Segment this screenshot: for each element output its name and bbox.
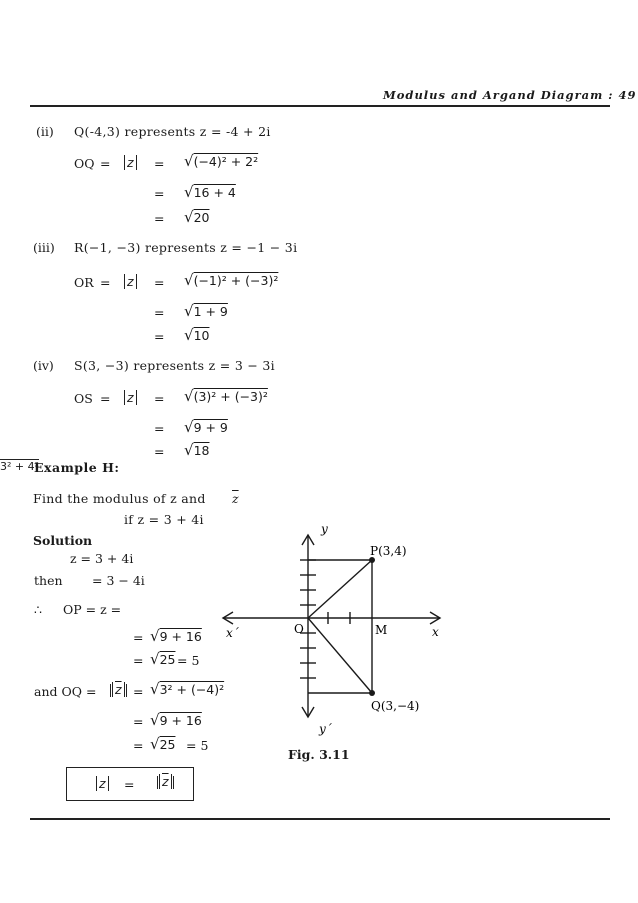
footer-rule: [30, 818, 610, 820]
op-line: OP = z =: [63, 602, 122, 617]
argand-diagram: [220, 520, 450, 745]
radicand: 20: [193, 210, 210, 225]
figure-caption: Fig. 3.11: [288, 747, 350, 762]
example-question: Find the modulus of z and: [33, 491, 206, 506]
label-p: P(3,4): [370, 544, 407, 558]
sqrt-icon: √: [184, 441, 194, 459]
eq-sign: =: [154, 421, 165, 436]
eq-sign: =: [154, 329, 165, 344]
eq-sign: =: [133, 653, 144, 668]
therefore-symbol: ∴: [34, 602, 42, 617]
result-five: = 5: [186, 738, 209, 753]
example-title: Example H:: [34, 460, 120, 475]
label-y: y: [321, 522, 328, 536]
sqrt-icon: √: [184, 208, 194, 226]
part-iii-statement: R(−1, −3) represents z = −1 − 3i: [74, 240, 298, 255]
stray-expression: 3² + 4²: [0, 460, 40, 473]
sqrt-icon: √: [150, 627, 160, 645]
eq-sign: =: [154, 186, 165, 201]
z-conjugate: $\overline{z}$: [232, 491, 239, 506]
eq-sign: =: [100, 391, 111, 406]
eq-sign: =: [133, 684, 144, 699]
radicand: (3)² + (−3)²: [193, 389, 268, 404]
part-iv-label: (iv): [33, 358, 54, 373]
label-x-prime: x´: [226, 626, 239, 640]
sqrt-icon: √: [184, 418, 194, 436]
then-label: then: [34, 573, 63, 588]
label-x: x: [432, 625, 439, 639]
radicand: 9 + 9: [193, 420, 228, 435]
modulus-z: z: [124, 390, 137, 405]
radicand: 3² + (−4)²: [159, 682, 225, 697]
running-header: Modulus and Argand Diagram : 49: [383, 88, 637, 102]
eq-sign: =: [133, 630, 144, 645]
part-ii-oq: OQ: [74, 156, 95, 171]
radicand: 9 + 16: [159, 629, 202, 644]
part-iii-label: (iii): [33, 240, 55, 255]
eq-sign: =: [154, 211, 165, 226]
radicand: (−1)² + (−3)²: [193, 273, 279, 288]
eq-sign: =: [154, 305, 165, 320]
sqrt-icon: √: [184, 326, 194, 344]
part-iv-os: OS: [74, 391, 93, 406]
label-m: M: [375, 623, 388, 637]
sqrt-icon: √: [184, 387, 194, 405]
sqrt-icon: √: [184, 183, 194, 201]
part-ii-label: (ii): [36, 124, 54, 139]
modulus-z: z: [124, 155, 137, 170]
sqrt-icon: √: [184, 271, 194, 289]
modulus-z-bar: $\overline{z}$: [110, 684, 127, 697]
radicand: 1 + 9: [193, 304, 228, 319]
eq-sign: =: [133, 714, 144, 729]
radicand: 10: [193, 328, 210, 343]
part-iv-statement: S(3, −3) represents z = 3 − 3i: [74, 358, 275, 373]
eq-sign: =: [154, 275, 165, 290]
radicand: 16 + 4: [193, 185, 236, 200]
label-origin: O: [294, 622, 304, 636]
solution-title: Solution: [33, 533, 93, 548]
example-condition: if z = 3 + 4i: [124, 512, 204, 527]
box-modulus-z-bar: $\overline{z}$: [157, 776, 174, 789]
segment-oq: [308, 618, 372, 693]
radicand: 25: [159, 737, 176, 752]
part-ii-statement: Q(-4,3) represents z = -4 + 2i: [74, 124, 271, 139]
sqrt-icon: √: [150, 650, 160, 668]
header-rule: [30, 105, 610, 107]
point-q: [369, 690, 375, 696]
box-modulus-z: z: [96, 776, 109, 791]
part-iii-or: OR: [74, 275, 94, 290]
eq-sign: =: [154, 444, 165, 459]
eq-sign: =: [154, 156, 165, 171]
box-eq-sign: =: [124, 777, 135, 792]
eq-sign: =: [154, 391, 165, 406]
solution-z: z = 3 + 4i: [70, 551, 134, 566]
segment-op: [308, 560, 372, 618]
eq-sign: =: [100, 156, 111, 171]
eq-sign: =: [133, 738, 144, 753]
label-q: Q(3,−4): [371, 699, 420, 713]
radicand: 18: [193, 443, 210, 458]
sqrt-icon: √: [150, 711, 160, 729]
eq-sign: =: [100, 275, 111, 290]
result-five: = 5: [177, 653, 200, 668]
radicand: 9 + 16: [159, 713, 202, 728]
label-y-prime: y´: [319, 722, 332, 736]
radicand: (−4)² + 2²: [193, 154, 259, 169]
and-oq-label: and OQ =: [34, 684, 97, 699]
sqrt-icon: √: [184, 152, 194, 170]
sqrt-icon: √: [150, 680, 160, 698]
sqrt-icon: √: [184, 302, 194, 320]
sqrt-icon: √: [150, 735, 160, 753]
modulus-z: z: [124, 274, 137, 289]
radicand: 25: [159, 652, 176, 667]
z-bar-value: = 3 − 4i: [92, 573, 145, 588]
